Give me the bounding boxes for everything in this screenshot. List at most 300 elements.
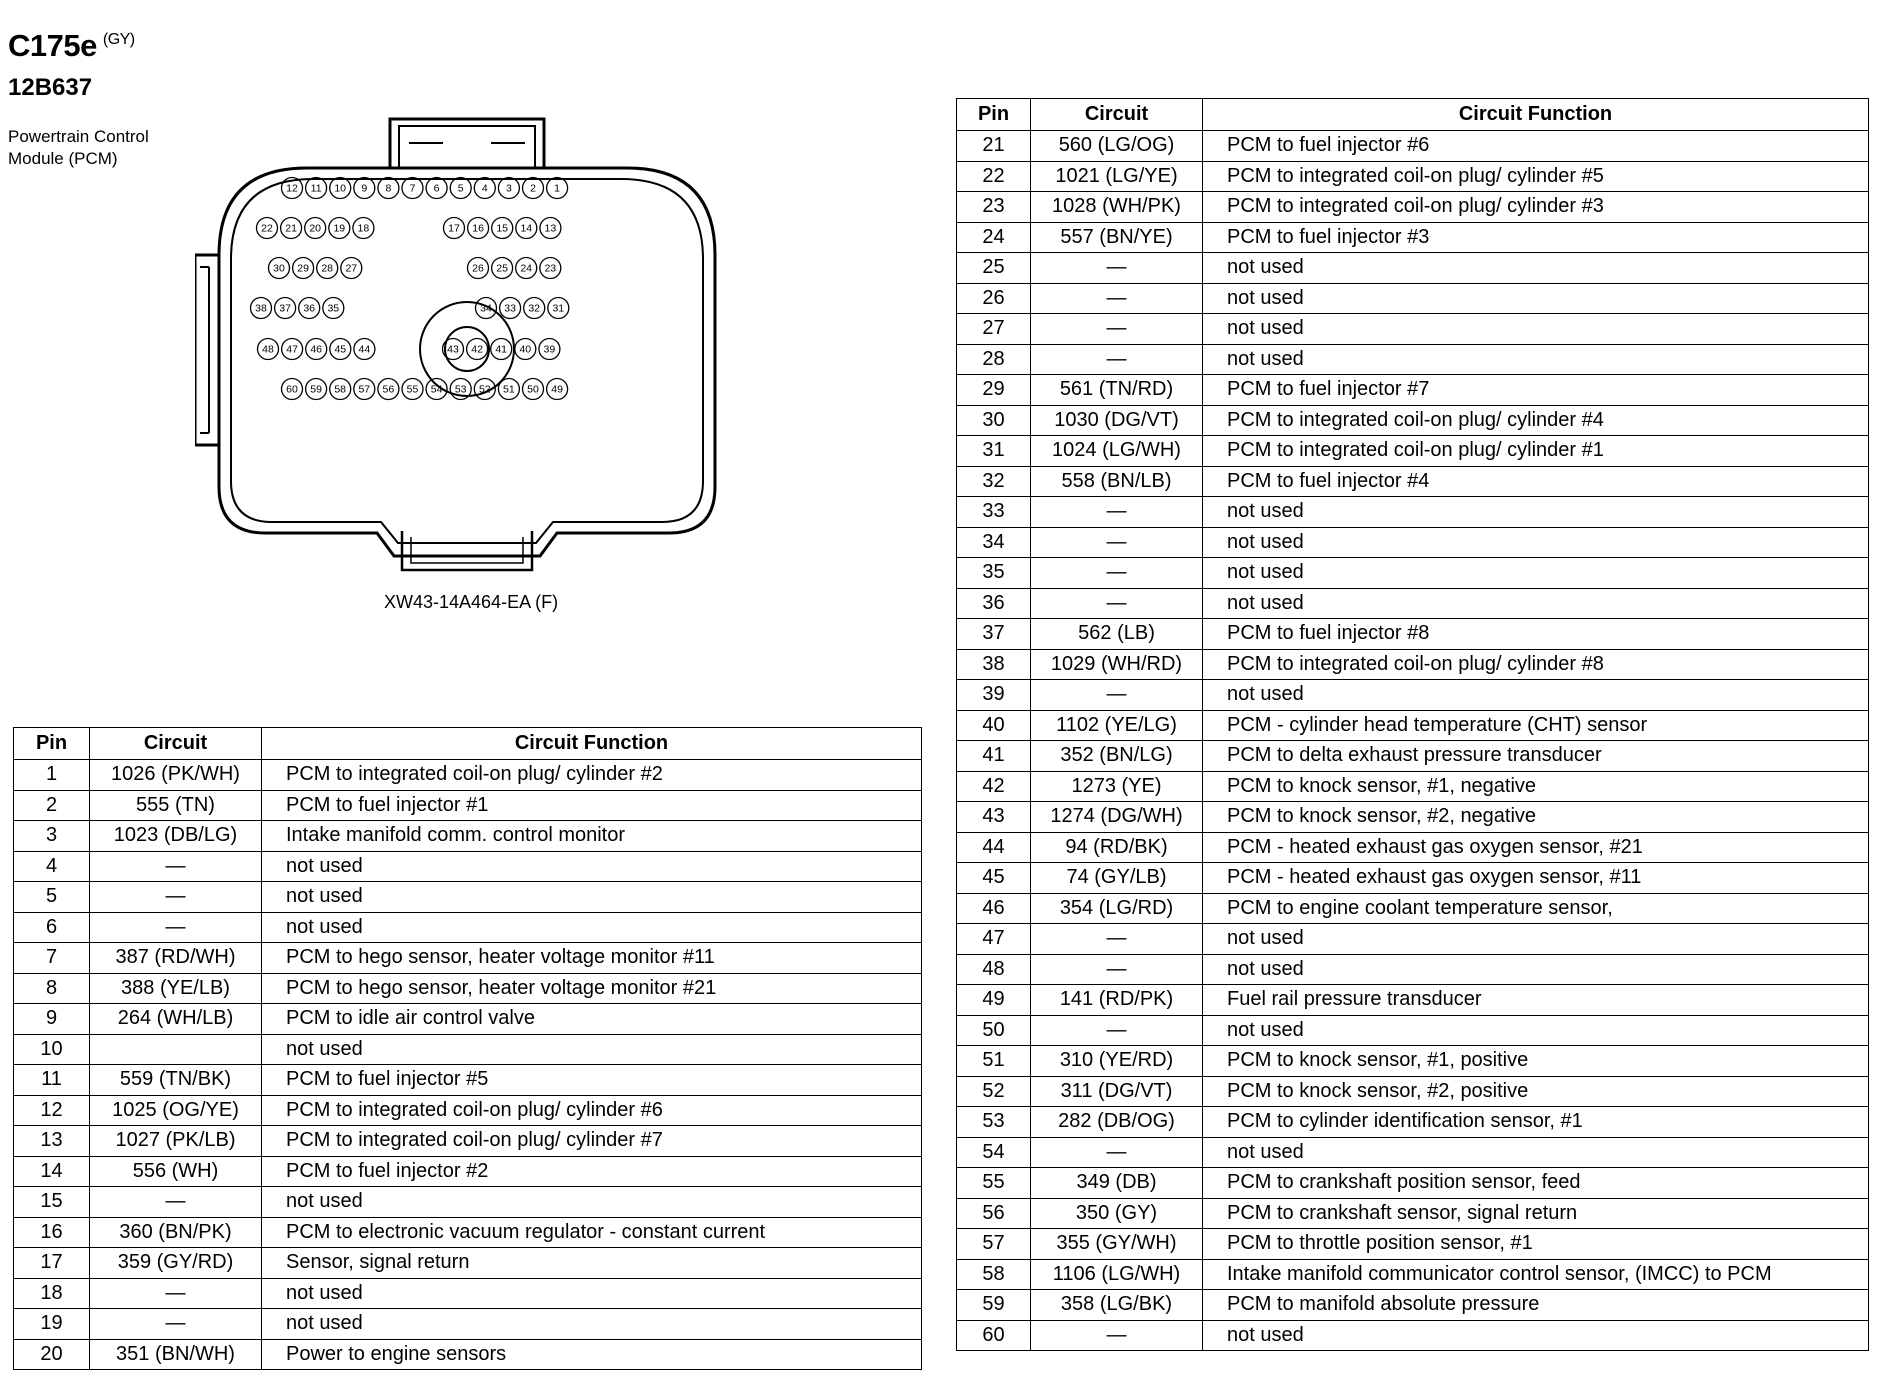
function-cell: PCM to knock sensor, #1, negative	[1203, 771, 1869, 802]
table-row	[957, 1107, 1869, 1138]
connector-pin	[293, 258, 314, 279]
circuit-cell: —	[1031, 588, 1203, 619]
connector-pin	[378, 178, 399, 199]
pin-number: 9	[361, 182, 368, 195]
pin-cell: 4	[14, 851, 90, 882]
connector-color-code: (GY)	[102, 31, 135, 48]
table-row	[957, 1259, 1869, 1290]
pin-number: 34	[480, 302, 492, 315]
function-cell: not used	[1203, 1320, 1869, 1351]
pin-cell: 39	[957, 680, 1031, 711]
pin-number: 12	[286, 182, 298, 195]
connector-pin	[540, 258, 561, 279]
connector-pin	[341, 258, 362, 279]
connector-id: C175e	[8, 28, 97, 63]
pin-cell: 41	[957, 741, 1031, 772]
pin-number: 11	[310, 182, 322, 195]
table-row	[957, 1137, 1869, 1168]
circuit-cell: —	[90, 1187, 262, 1218]
module-name: Powertrain Control Module (PCM)	[8, 127, 149, 168]
table-row	[14, 851, 922, 882]
connector-pin	[281, 218, 302, 239]
pin-cell: 30	[957, 405, 1031, 436]
pin-cell: 23	[957, 192, 1031, 223]
table-row	[14, 973, 922, 1004]
connector-pin	[468, 258, 489, 279]
connector-pin	[251, 298, 272, 319]
pin-number: 35	[327, 302, 340, 315]
pin-number: 57	[358, 383, 371, 396]
circuit-cell: 555 (TN)	[90, 790, 262, 821]
table-row	[957, 527, 1869, 558]
pin-number: 16	[472, 222, 484, 235]
pin-cell: 45	[957, 863, 1031, 894]
pin-cell: 49	[957, 985, 1031, 1016]
table-row	[957, 985, 1869, 1016]
table-row	[957, 710, 1869, 741]
pin-number: 56	[382, 383, 395, 396]
circuit-cell: —	[1031, 1320, 1203, 1351]
circuit-cell: 310 (YE/RD)	[1031, 1046, 1203, 1077]
pin-number: 49	[551, 383, 563, 396]
pin-number: 5	[457, 182, 464, 195]
pin-cell: 16	[14, 1217, 90, 1248]
pin-number: 27	[345, 262, 358, 275]
table-row	[957, 1168, 1869, 1199]
pin-number: 30	[273, 262, 285, 275]
pin-number: 33	[504, 302, 516, 315]
circuit-cell: —	[90, 882, 262, 913]
table-row	[957, 1320, 1869, 1351]
pin-cell: 47	[957, 924, 1031, 955]
circuit-cell: 352 (BN/LG)	[1031, 741, 1203, 772]
function-cell: PCM to throttle position sensor, #1	[1203, 1229, 1869, 1260]
circuit-column-header: Circuit	[90, 728, 262, 760]
table-row	[14, 1156, 922, 1187]
circuit-cell: 557 (BN/YE)	[1031, 222, 1203, 253]
table-row	[957, 924, 1869, 955]
circuit-cell: —	[90, 912, 262, 943]
pin-number: 47	[286, 343, 298, 356]
pin-number: 42	[471, 343, 483, 356]
connector-pin	[516, 258, 537, 279]
table-row	[957, 1046, 1869, 1077]
function-cell: not used	[262, 1278, 922, 1309]
table-row	[957, 344, 1869, 375]
circuit-cell: 1023 (DB/LG)	[90, 821, 262, 852]
pin-cell: 44	[957, 832, 1031, 863]
connector-pin	[468, 218, 489, 239]
connector-pin	[257, 218, 278, 239]
connector-pin	[500, 298, 521, 319]
function-cell: not used	[262, 1309, 922, 1340]
function-column-header: Circuit Function	[262, 728, 922, 760]
circuit-column-header: Circuit	[1031, 99, 1203, 131]
function-cell: not used	[1203, 954, 1869, 985]
circuit-cell: —	[1031, 954, 1203, 985]
function-cell: PCM to cylinder identification sensor, #1	[1203, 1107, 1869, 1138]
pin-cell: 38	[957, 649, 1031, 680]
connector-pin	[450, 178, 471, 199]
connector-pin	[306, 379, 327, 400]
pin-cell: 28	[957, 344, 1031, 375]
connector-pin	[378, 379, 399, 400]
connector-pin	[491, 339, 512, 360]
pinout-table-right	[956, 98, 1869, 1351]
function-cell: PCM to fuel injector #7	[1203, 375, 1869, 406]
function-cell: PCM to fuel injector #6	[1203, 131, 1869, 162]
table-row	[957, 1198, 1869, 1229]
connector-pin	[329, 218, 350, 239]
pin-number: 38	[255, 302, 267, 315]
circuit-cell: —	[1031, 253, 1203, 284]
circuit-cell: 1106 (LG/WH)	[1031, 1259, 1203, 1290]
function-cell: not used	[262, 882, 922, 913]
circuit-cell: 351 (BN/WH)	[90, 1339, 262, 1370]
circuit-cell: 311 (DG/VT)	[1031, 1076, 1203, 1107]
connector-pin	[547, 178, 568, 199]
function-cell: not used	[1203, 344, 1869, 375]
table-row	[14, 1004, 922, 1035]
function-cell: PCM to integrated coil-on plug/ cylinder #6	[262, 1095, 922, 1126]
circuit-cell: 360 (BN/PK)	[90, 1217, 262, 1248]
connector-pin	[306, 178, 327, 199]
pin-number: 24	[520, 262, 533, 275]
circuit-cell: 562 (LB)	[1031, 619, 1203, 650]
pin-cell: 52	[957, 1076, 1031, 1107]
pin-column-header: Pin	[14, 728, 90, 760]
pin-number: 43	[447, 343, 459, 356]
table-row	[957, 1290, 1869, 1321]
pin-cell: 55	[957, 1168, 1031, 1199]
connector-pin	[540, 218, 561, 239]
circuit-cell: 1274 (DG/WH)	[1031, 802, 1203, 833]
table-row	[957, 741, 1869, 772]
circuit-cell: 1273 (YE)	[1031, 771, 1203, 802]
circuit-cell: 388 (YE/LB)	[90, 973, 262, 1004]
pin-number: 3	[505, 182, 512, 195]
connector-pin	[523, 379, 544, 400]
table-row	[14, 1339, 922, 1370]
pin-number: 6	[433, 182, 440, 195]
table-row	[957, 649, 1869, 680]
circuit-cell: 358 (LG/BK)	[1031, 1290, 1203, 1321]
function-cell: PCM to engine coolant temperature sensor,	[1203, 893, 1869, 924]
function-cell: PCM to hego sensor, heater voltage monitor #11	[262, 943, 922, 974]
function-cell: PCM to fuel injector #5	[262, 1065, 922, 1096]
pin-cell: 57	[957, 1229, 1031, 1260]
table-row	[957, 436, 1869, 467]
circuit-cell: 349 (DB)	[1031, 1168, 1203, 1199]
function-cell: not used	[1203, 924, 1869, 955]
pin-number: 39	[543, 343, 556, 356]
connector-pin	[299, 298, 320, 319]
pin-number: 32	[528, 302, 541, 315]
connector-pin	[354, 379, 375, 400]
connector-pin	[330, 178, 351, 199]
connector-pin	[444, 218, 465, 239]
pin-cell: 59	[957, 1290, 1031, 1321]
pin-number: 13	[544, 222, 557, 235]
function-cell: PCM to fuel injector #3	[1203, 222, 1869, 253]
connector-pin	[330, 379, 351, 400]
connector-pin	[402, 178, 423, 199]
pin-array	[251, 178, 569, 400]
pin-cell: 46	[957, 893, 1031, 924]
pin-column-header: Pin	[957, 99, 1031, 131]
circuit-cell	[90, 1034, 262, 1065]
circuit-cell: —	[1031, 1137, 1203, 1168]
table-row	[957, 161, 1869, 192]
circuit-cell: 1025 (OG/YE)	[90, 1095, 262, 1126]
circuit-cell: —	[90, 851, 262, 882]
function-cell: Fuel rail pressure transducer	[1203, 985, 1869, 1016]
connector-pin	[492, 258, 513, 279]
circuit-cell: 561 (TN/RD)	[1031, 375, 1203, 406]
connector-pin	[275, 298, 296, 319]
table-row	[957, 253, 1869, 284]
connector-pin	[492, 218, 513, 239]
function-cell: not used	[1203, 588, 1869, 619]
table-row	[957, 802, 1869, 833]
table-row	[957, 1229, 1869, 1260]
pin-cell: 29	[957, 375, 1031, 406]
pin-cell: 53	[957, 1107, 1031, 1138]
pin-cell: 10	[14, 1034, 90, 1065]
table-row	[14, 790, 922, 821]
circuit-cell: 1102 (YE/LG)	[1031, 710, 1203, 741]
table-row	[957, 619, 1869, 650]
connector-pin	[515, 339, 536, 360]
table-row	[14, 943, 922, 974]
table-row	[957, 314, 1869, 345]
function-cell: PCM - heated exhaust gas oxygen sensor, #21	[1203, 832, 1869, 863]
circuit-cell: 387 (RD/WH)	[90, 943, 262, 974]
pin-number: 60	[286, 383, 298, 396]
function-cell: PCM to integrated coil-on plug/ cylinder #4	[1203, 405, 1869, 436]
table-row	[14, 1278, 922, 1309]
circuit-cell: —	[1031, 283, 1203, 314]
pin-cell: 42	[957, 771, 1031, 802]
function-cell: PCM to integrated coil-on plug/ cylinder #3	[1203, 192, 1869, 223]
function-cell: PCM to electronic vacuum regulator - constant current	[262, 1217, 922, 1248]
circuit-cell: 359 (GY/RD)	[90, 1248, 262, 1279]
table-row	[957, 771, 1869, 802]
circuit-cell: —	[1031, 314, 1203, 345]
connector-pin	[467, 339, 488, 360]
pin-number: 10	[334, 182, 347, 195]
table-row	[14, 1034, 922, 1065]
pin-cell: 56	[957, 1198, 1031, 1229]
connector-pin	[476, 298, 497, 319]
pin-cell: 34	[957, 527, 1031, 558]
part-number: 12B637	[8, 74, 93, 101]
pin-cell: 9	[14, 1004, 90, 1035]
function-cell: PCM to integrated coil-on plug/ cylinder #2	[262, 760, 922, 791]
connector-pin	[548, 298, 569, 319]
pin-cell: 3	[14, 821, 90, 852]
pin-cell: 60	[957, 1320, 1031, 1351]
table-row	[957, 131, 1869, 162]
circuit-cell: 354 (LG/RD)	[1031, 893, 1203, 924]
circuit-cell: 559 (TN/BK)	[90, 1065, 262, 1096]
pin-number: 26	[472, 262, 484, 275]
function-cell: PCM - cylinder head temperature (CHT) sensor	[1203, 710, 1869, 741]
pin-cell: 15	[14, 1187, 90, 1218]
pin-number: 2	[530, 182, 536, 195]
connector-pin	[523, 178, 544, 199]
circuit-cell: 1028 (WH/PK)	[1031, 192, 1203, 223]
table-header-row	[957, 99, 1869, 131]
pin-cell: 35	[957, 558, 1031, 589]
function-cell: not used	[1203, 497, 1869, 528]
pin-number: 45	[334, 343, 347, 356]
circuit-cell: 558 (BN/LB)	[1031, 466, 1203, 497]
function-cell: PCM to crankshaft sensor, signal return	[1203, 1198, 1869, 1229]
connector-pin	[305, 218, 326, 239]
function-cell: PCM to integrated coil-on plug/ cylinder #8	[1203, 649, 1869, 680]
function-cell: Intake manifold comm. control monitor	[262, 821, 922, 852]
table-row	[957, 954, 1869, 985]
pin-cell: 40	[957, 710, 1031, 741]
table-row	[957, 832, 1869, 863]
connector-pin	[524, 298, 545, 319]
pin-number: 18	[357, 222, 370, 235]
pin-cell: 18	[14, 1278, 90, 1309]
pin-number: 46	[310, 343, 323, 356]
connector-pin	[258, 339, 279, 360]
function-cell: not used	[1203, 527, 1869, 558]
circuit-cell: 264 (WH/LB)	[90, 1004, 262, 1035]
pin-cell: 13	[14, 1126, 90, 1157]
table-row	[14, 1126, 922, 1157]
circuit-cell: 1026 (PK/WH)	[90, 760, 262, 791]
connector-pin	[354, 339, 375, 360]
function-cell: PCM to crankshaft position sensor, feed	[1203, 1168, 1869, 1199]
connector-pin	[282, 379, 303, 400]
circuit-cell: 74 (GY/LB)	[1031, 863, 1203, 894]
function-cell: not used	[1203, 1137, 1869, 1168]
table-header-row	[14, 728, 922, 760]
pin-number: 14	[520, 222, 533, 235]
pin-number: 53	[454, 383, 467, 396]
table-row	[957, 466, 1869, 497]
connector-pin	[353, 218, 374, 239]
connector-pin	[539, 339, 560, 360]
pin-cell: 1	[14, 760, 90, 791]
function-cell: PCM to delta exhaust pressure transducer	[1203, 741, 1869, 772]
pin-cell: 7	[14, 943, 90, 974]
pin-cell: 22	[957, 161, 1031, 192]
table-row	[14, 760, 922, 791]
circuit-cell: 556 (WH)	[90, 1156, 262, 1187]
table-row	[957, 283, 1869, 314]
table-row	[957, 497, 1869, 528]
function-cell: not used	[1203, 314, 1869, 345]
pin-cell: 31	[957, 436, 1031, 467]
pin-number: 36	[303, 302, 316, 315]
pin-number: 50	[527, 383, 539, 396]
pin-number: 41	[495, 343, 508, 356]
table-row	[14, 1248, 922, 1279]
function-cell: PCM to fuel injector #1	[262, 790, 922, 821]
function-cell: not used	[262, 1187, 922, 1218]
pin-cell: 54	[957, 1137, 1031, 1168]
function-cell: Intake manifold communicator control sensor, (IMCC) to PCM	[1203, 1259, 1869, 1290]
table-row	[957, 405, 1869, 436]
pin-cell: 5	[14, 882, 90, 913]
connector-pin	[269, 258, 290, 279]
circuit-cell: —	[1031, 1015, 1203, 1046]
circuit-cell: —	[1031, 497, 1203, 528]
pin-cell: 50	[957, 1015, 1031, 1046]
connector-title	[8, 28, 135, 64]
pin-number: 59	[310, 383, 322, 396]
table-row	[14, 882, 922, 913]
circuit-cell: 560 (LG/OG)	[1031, 131, 1203, 162]
function-cell: not used	[1203, 1015, 1869, 1046]
connector-pin	[498, 178, 519, 199]
pin-number: 52	[478, 383, 491, 396]
pin-number: 55	[406, 383, 419, 396]
pin-number: 51	[503, 383, 515, 396]
table-row	[957, 192, 1869, 223]
table-row	[957, 680, 1869, 711]
function-cell: PCM to hego sensor, heater voltage monitor #21	[262, 973, 922, 1004]
circuit-cell: —	[90, 1309, 262, 1340]
function-cell: not used	[1203, 283, 1869, 314]
function-cell: PCM - heated exhaust gas oxygen sensor, #11	[1203, 863, 1869, 894]
table-row	[14, 821, 922, 852]
circuit-cell: 1021 (LG/YE)	[1031, 161, 1203, 192]
circuit-cell: 1027 (PK/LB)	[90, 1126, 262, 1157]
circuit-cell: —	[1031, 344, 1203, 375]
pin-number: 21	[285, 222, 297, 235]
table-row	[14, 1217, 922, 1248]
pin-number: 7	[409, 182, 416, 195]
connector-pin	[323, 298, 344, 319]
function-cell: PCM to integrated coil-on plug/ cylinder #1	[1203, 436, 1869, 467]
table-row	[14, 912, 922, 943]
function-cell: PCM to knock sensor, #1, positive	[1203, 1046, 1869, 1077]
pin-cell: 8	[14, 973, 90, 1004]
function-cell: PCM to knock sensor, #2, negative	[1203, 802, 1869, 833]
function-column-header: Circuit Function	[1203, 99, 1869, 131]
pin-number: 20	[309, 222, 322, 235]
pin-cell: 6	[14, 912, 90, 943]
pin-cell: 48	[957, 954, 1031, 985]
function-cell: PCM to integrated coil-on plug/ cylinder #7	[262, 1126, 922, 1157]
pin-number: 1	[554, 182, 561, 195]
pin-number: 29	[297, 262, 309, 275]
connector-pin	[317, 258, 338, 279]
connector-face-diagram	[195, 115, 740, 577]
table-row	[957, 588, 1869, 619]
pin-number: 19	[333, 222, 346, 235]
function-cell: not used	[262, 912, 922, 943]
circuit-cell: —	[1031, 527, 1203, 558]
pin-cell: 27	[957, 314, 1031, 345]
table-row	[14, 1065, 922, 1096]
function-cell: PCM to fuel injector #2	[262, 1156, 922, 1187]
function-cell: Sensor, signal return	[262, 1248, 922, 1279]
pin-number: 8	[385, 182, 392, 195]
pin-cell: 36	[957, 588, 1031, 619]
pin-number: 48	[262, 343, 274, 356]
pin-cell: 37	[957, 619, 1031, 650]
connector-part-number: XW43-14A464-EA (F)	[384, 592, 559, 612]
table-row	[14, 1187, 922, 1218]
